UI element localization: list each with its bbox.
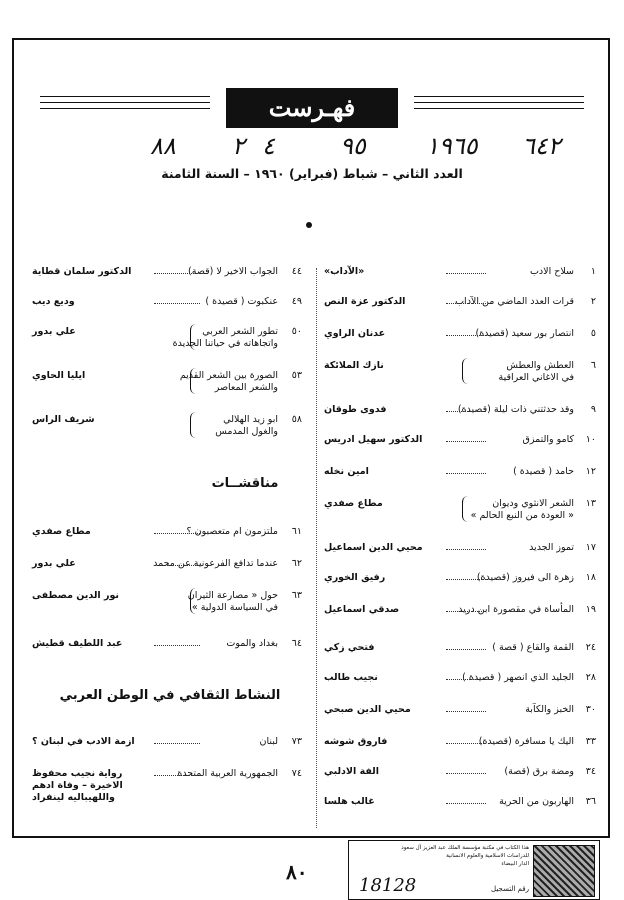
- entry-page-number: ٦٤: [291, 638, 302, 649]
- entry-author: صدقي اسماعيل: [324, 604, 400, 615]
- rule-left: [40, 96, 210, 97]
- leader-dots: [154, 565, 200, 566]
- toc-entry: [28, 736, 302, 762]
- leader-dots: [446, 411, 486, 412]
- handwritten-note: ٨٨: [150, 132, 176, 160]
- column-divider: [316, 268, 317, 828]
- entry-page-number: ٣٣: [585, 736, 596, 747]
- entry-title-continued: « العودة من النبع الحالم »: [470, 510, 574, 521]
- entry-title: لبنان: [259, 736, 278, 747]
- entry-author: ايليا الحاوي: [32, 370, 86, 381]
- entry-title: الجواب الاخير لا (قصة): [188, 266, 278, 277]
- entry-title: كامو والتمزق: [522, 434, 574, 445]
- toc-entry: [318, 296, 596, 322]
- entry-title: المأساة في مقصورة ابن دريد: [458, 604, 574, 615]
- leader-dots: [154, 775, 200, 776]
- entry-page-number: ١٧: [585, 542, 596, 553]
- handwritten-note: ٩٥: [340, 132, 366, 160]
- entry-author: عبد اللطيف قطيش: [32, 638, 123, 649]
- entry-title: انتصار بور سعيد (قصيدة): [475, 328, 574, 339]
- entry-title: سلاح الادب: [529, 266, 574, 277]
- entry-page-number: ٣٤: [585, 766, 596, 777]
- entry-author: عدنان الراوي: [324, 328, 386, 339]
- entry-author: نور الدين مصطفى: [32, 590, 119, 601]
- entry-title: العطش والعطش: [506, 360, 574, 371]
- leader-dots: [446, 611, 486, 612]
- entry-author: غالب هلسا: [324, 796, 375, 807]
- entry-title: اليك يا مسافرة (قصيدة): [478, 736, 574, 747]
- stamp-text: هذا الكتاب في مكتبة مؤسسة الملك عبد العزيز آل سعود: [401, 845, 529, 851]
- toc-entry: [318, 328, 596, 354]
- bullet-dot: [306, 222, 312, 228]
- entry-title-continued: واتجاهاته في حياتنا الجديدة: [172, 338, 278, 349]
- entry-title: قرات العدد الماضي من الآداب: [455, 296, 574, 307]
- toc-entry: [318, 360, 596, 386]
- toc-entry: [318, 498, 596, 524]
- toc-entry: [318, 404, 596, 430]
- entry-title-continued: في السياسة الدولية »: [191, 602, 278, 613]
- entry-title: ملتزمون ام متعصبون ؟: [186, 526, 278, 537]
- leader-dots: [154, 303, 200, 304]
- section-heading-cultural: النشاط الثقافي في الوطن العربي: [59, 688, 281, 703]
- toc-entry: [318, 672, 596, 698]
- entry-page-number: ٦٣: [291, 590, 302, 601]
- toc-entry: [28, 638, 302, 664]
- brace-mark: [462, 496, 468, 522]
- entry-author-continued: الاخيرة – وفاة ادهم: [32, 780, 123, 791]
- entry-page-number: ١٠: [585, 434, 596, 445]
- entry-author: الدكتور عزة النص: [324, 296, 406, 307]
- entry-author: محيي الدين صبحي: [324, 704, 411, 715]
- entry-author: فتحي زكي: [324, 642, 375, 653]
- rule-left: [40, 102, 210, 103]
- section-heading-discussions: مناقشــات: [211, 476, 279, 491]
- page-title: فهـرست: [226, 88, 398, 128]
- entry-title: ومضة برق (قصة): [504, 766, 574, 777]
- entry-title: القمة والقاع ( قصة ): [492, 642, 574, 653]
- entry-page-number: ٦٢: [291, 558, 302, 569]
- entry-page-number: ٦: [590, 360, 596, 371]
- rule-right: [414, 102, 584, 103]
- issue-line: العدد الثاني – شباط (فبراير) ١٩٦٠ – السنة الثامنة: [161, 166, 463, 181]
- leader-dots: [154, 645, 200, 646]
- brace-mark: [190, 588, 196, 614]
- handwritten-note: ٤: [262, 132, 275, 160]
- entry-page-number: ١٢: [585, 466, 596, 477]
- leader-dots: [446, 303, 486, 304]
- toc-entry: [318, 642, 596, 668]
- stamp-label: رقم التسجيل: [491, 885, 529, 893]
- entry-author: الدكتور سهيل ادريس: [324, 434, 423, 445]
- entry-author: علي بدور: [32, 326, 76, 337]
- leader-dots: [446, 803, 486, 804]
- toc-entry: [28, 370, 302, 396]
- leader-dots: [446, 679, 486, 680]
- entry-page-number: ١٩: [585, 604, 596, 615]
- entry-title: تطور الشعر العربي: [202, 326, 278, 337]
- toc-entry: [318, 572, 596, 598]
- page-number: ٨٠: [286, 860, 308, 884]
- leader-dots: [446, 549, 486, 550]
- entry-title-continued: والغول المدمس: [215, 426, 278, 437]
- toc-entry: [28, 558, 302, 584]
- toc-entry: [318, 604, 596, 630]
- library-stamp: [348, 840, 600, 900]
- entry-title: الهاربون من الحرية: [499, 796, 574, 807]
- entry-page-number: ٢٨: [585, 672, 596, 683]
- entry-author: وديع ديب: [32, 296, 75, 307]
- entry-page-number: ٣٦: [585, 796, 596, 807]
- entry-title: عنكبوت ( قصيدة ): [205, 296, 278, 307]
- stamp-seal-image: [533, 845, 595, 897]
- entry-page-number: ٤٤: [291, 266, 302, 277]
- entry-page-number: ١٣: [585, 498, 596, 509]
- entry-title: الصورة بين الشعر القديم: [179, 370, 278, 381]
- entry-author: «الآداب»: [324, 266, 365, 277]
- leader-dots: [154, 273, 200, 274]
- entry-author: رفيق الخوري: [324, 572, 386, 583]
- stamp-text: الدار البيضاء: [501, 861, 529, 867]
- leader-dots: [446, 335, 486, 336]
- entry-page-number: ٥٨: [291, 414, 302, 425]
- entry-title: بغداد والموت: [226, 638, 278, 649]
- entry-page-number: ٧٤: [291, 768, 302, 779]
- rule-left: [40, 108, 210, 109]
- entry-title: حامد ( قصيدة ): [513, 466, 574, 477]
- entry-page-number: ٢: [590, 296, 596, 307]
- rule-right: [414, 96, 584, 97]
- entry-title: ابو زيد الهلالي: [223, 414, 278, 425]
- entry-page-number: ٥٣: [291, 370, 302, 381]
- entry-title: وقد حدثتني ذات ليلة (قصيدة): [457, 404, 574, 415]
- toc-entry: [318, 796, 596, 822]
- entry-page-number: ٣٠: [585, 704, 596, 715]
- leader-dots: [446, 649, 486, 650]
- entry-author: نازك الملائكة: [324, 360, 384, 371]
- brace-mark: [190, 324, 196, 350]
- toc-entry: [28, 768, 302, 803]
- brace-mark: [190, 412, 196, 438]
- leader-dots: [446, 273, 486, 274]
- toc-entry: [318, 266, 596, 292]
- stamp-text: للدراسات الاسلامية والعلوم الانسانية: [446, 853, 529, 859]
- entry-page-number: ٧٣: [291, 736, 302, 747]
- entry-author: الفة الادلبي: [324, 766, 379, 777]
- entry-author: ازمة الادب في لبنان ؟: [32, 736, 135, 747]
- leader-dots: [446, 473, 486, 474]
- leader-dots: [154, 533, 200, 534]
- entry-author-continued: والله‍يباليه لينفراد: [32, 792, 115, 803]
- leader-dots: [446, 579, 486, 580]
- leader-dots: [154, 743, 200, 744]
- entry-title-continued: في الاغاني العراقية: [498, 372, 574, 383]
- toc-entry: [28, 326, 302, 352]
- entry-page-number: ٢٤: [585, 642, 596, 653]
- toc-entry: [318, 542, 596, 568]
- toc-entry: [28, 296, 302, 322]
- brace-mark: [462, 358, 468, 384]
- leader-dots: [446, 743, 486, 744]
- entry-author: محيي الدين اسماعيل: [324, 542, 423, 553]
- entry-author: علي بدور: [32, 558, 76, 569]
- entry-title: الخبز والكآبة: [525, 704, 574, 715]
- entry-page-number: ٥٠: [291, 326, 302, 337]
- entry-title: زهرة الى فيروز (قصيدة): [476, 572, 574, 583]
- entry-title: الشعر الانثوي وديوان: [492, 498, 574, 509]
- leader-dots: [446, 773, 486, 774]
- handwritten-note: ٢: [232, 132, 245, 160]
- entry-author: الدكتور سلمان قطاية: [32, 266, 132, 277]
- toc-entry: [28, 590, 302, 616]
- brace-mark: [190, 368, 196, 394]
- entry-page-number: ١٨: [585, 572, 596, 583]
- toc-entry: [318, 736, 596, 762]
- entry-title: حول « مصارعة الثيران: [187, 590, 278, 601]
- entry-author: شريف الراس: [32, 414, 95, 425]
- stamp-registration-number: 18128: [359, 875, 417, 896]
- entry-author: رواية نجيب محفوظ: [32, 768, 123, 779]
- entry-author: مطاع صفدي: [324, 498, 383, 509]
- entry-page-number: ٤٩: [291, 296, 302, 307]
- entry-title: الجمهورية العربية المتحدة: [177, 768, 278, 779]
- entry-author: امين نخله: [324, 466, 369, 477]
- entry-page-number: ٩: [590, 404, 596, 415]
- entry-page-number: ٥: [590, 328, 596, 339]
- entry-author: مطاع صفدي: [32, 526, 91, 537]
- leader-dots: [446, 441, 486, 442]
- toc-entry: [318, 466, 596, 492]
- leader-dots: [446, 711, 486, 712]
- entry-author: نجيب طالب: [324, 672, 378, 683]
- toc-entry: [318, 434, 596, 460]
- entry-page-number: ٦١: [291, 526, 302, 537]
- toc-entry: [28, 414, 302, 440]
- entry-page-number: ١: [590, 266, 596, 277]
- toc-entry: [318, 766, 596, 792]
- entry-title: الجليد الذي انصهر ( قصيدة ): [462, 672, 574, 683]
- handwritten-note: ٦٤٢: [522, 132, 561, 160]
- rule-right: [414, 108, 584, 109]
- entry-title-continued: والشعر المعاصر: [214, 382, 278, 393]
- entry-title: تموز الجديد: [529, 542, 574, 553]
- entry-title: عندما تدافع الفرعونية عن محمد: [153, 558, 278, 569]
- entry-author: فدوى طوقان: [324, 404, 387, 415]
- toc-entry: [28, 266, 302, 292]
- handwritten-note: ١٩٦٥: [426, 132, 478, 160]
- toc-entry: [318, 704, 596, 730]
- entry-author: فاروق شوشه: [324, 736, 388, 747]
- toc-entry: [28, 526, 302, 552]
